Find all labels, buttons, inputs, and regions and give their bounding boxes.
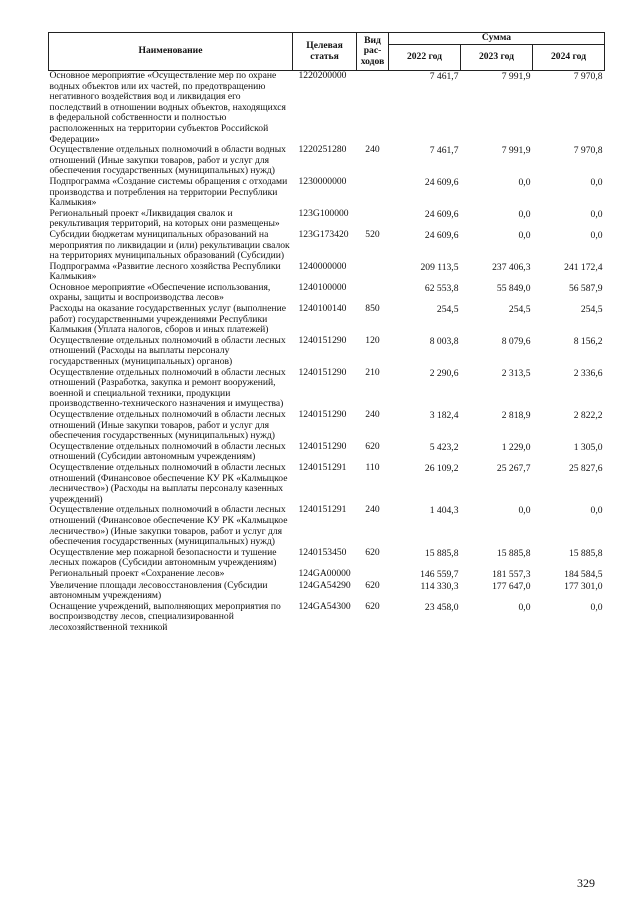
cell-vid (357, 283, 389, 304)
col-header-summa: Сумма (389, 33, 605, 45)
cell-2022: 2 290,6 (429, 367, 459, 379)
cell-2023: 237 406,3 (492, 261, 531, 273)
cell-code: 1220251280 (298, 144, 347, 156)
table-row (49, 177, 605, 209)
cell-vid: 110 (365, 461, 380, 473)
cell-2024: 0,0 (590, 208, 603, 220)
cell-2023: 8 079,6 (501, 335, 531, 347)
cell-2022: 8 003,8 (429, 335, 459, 347)
col-header-2023: 2023 год (461, 45, 533, 71)
cell-2022: 114 330,3 (420, 580, 459, 592)
cell-2024: 0,0 (590, 505, 603, 517)
cell-2022: 62 553,8 (424, 282, 459, 294)
cell-name: Осуществление мер пожарной безопасности и тушение лесных пожаров (Субсидии автономным учреждениям) (49, 546, 277, 569)
cell-vid: 240 (365, 409, 380, 420)
table-header (49, 33, 605, 71)
cell-2022: 7 461,7 (429, 71, 459, 82)
cell-2024: 8 156,2 (573, 335, 603, 347)
cell-name: Осуществление отдельных полномочий в области лесных отношений (Иные закупки товаров, работ и услуг для обеспечения государственных (муниципальных) нужд) (49, 409, 286, 442)
table-row (49, 569, 605, 581)
cell-code: 1240151290 (298, 409, 347, 420)
cell-vid: 620 (365, 600, 380, 612)
cell-2023: 2 818,9 (501, 410, 531, 421)
cell-code: 1240153450 (298, 546, 347, 558)
budget-table (48, 32, 605, 633)
cell-2024: 177 301,0 (564, 580, 603, 592)
cell-2024: 1 305,0 (573, 441, 603, 453)
col-header-name: Наименование (49, 33, 293, 71)
cell-vid: 620 (365, 546, 380, 558)
cell-vid: 240 (365, 144, 380, 156)
cell-name: Подпрограмма «Создание системы обращения с отходами производства и потребления на территории Республики Калмыкия» (49, 175, 288, 209)
cell-name: Региональный проект «Сохранение лесов» (49, 567, 225, 579)
cell-name: Подпрограмма «Развитие лесного хозяйства Республики Калмыкия» (49, 260, 281, 283)
table-row (49, 505, 605, 547)
col-header-2024: 2024 год (533, 45, 605, 71)
cell-name: Оснащение учреждений, выполняющих мероприятия по воспроизводству лесов, специализированной лесохозяйственной техникой (49, 600, 281, 633)
table-row (49, 368, 605, 410)
cell-vid (357, 262, 389, 283)
cell-name: Осуществление отдельных полномочий в области лесных отношений (Финансовое обеспечение КУ РК «Калмыцкое лесничество») (Расходы на выплаты персоналу казенных учреждений) (49, 461, 288, 505)
cell-code: 1240151290 (298, 440, 347, 452)
cell-vid: 620 (365, 440, 380, 452)
cell-2024: 7 970,8 (573, 145, 603, 157)
cell-vid: 210 (365, 366, 380, 378)
cell-2023: 181 557,3 (492, 568, 531, 580)
cell-2023: 0,0 (518, 176, 531, 188)
cell-2023: 15 885,8 (496, 547, 531, 559)
table-row (49, 283, 605, 304)
table-row (49, 548, 605, 569)
table-row (49, 336, 605, 368)
cell-2022: 24 609,6 (424, 208, 459, 220)
cell-code: 1240151290 (298, 334, 347, 346)
cell-code: 1220200000 (298, 70, 347, 81)
cell-2022: 1 404,3 (429, 505, 459, 517)
table-row (49, 145, 605, 177)
cell-code: 123G173420 (298, 228, 349, 240)
table-row (49, 71, 605, 146)
cell-2024: 25 827,6 (568, 462, 603, 474)
cell-2023: 0,0 (518, 505, 531, 517)
cell-name: Расходы на оказание государственных услуг (выполнение работ) государственными учреждениями Республики Калмыкия (Уплата налогов, сборов и иных платежей) (49, 303, 286, 336)
cell-2024: 2 336,6 (573, 367, 603, 379)
cell-vid (357, 177, 389, 209)
cell-name: Осуществление отдельных полномочий в области лесных отношений (Субсидии автономным учреждениям) (49, 440, 286, 463)
table-row (49, 230, 605, 262)
table-row (49, 209, 605, 230)
cell-vid: 520 (365, 228, 380, 240)
cell-code: 124GA00000 (298, 567, 351, 579)
cell-2022: 15 885,8 (424, 547, 459, 559)
cell-2022: 254,5 (436, 304, 459, 316)
cell-2022: 23 458,0 (424, 601, 459, 613)
table-row (49, 410, 605, 442)
cell-2022: 7 461,7 (429, 145, 459, 157)
cell-name: Осуществление отдельных полномочий в области лесных отношений (Расходы на выплаты персоналу государственных (муниципальных) органов) (49, 334, 286, 368)
cell-name: Основное мероприятие «Обеспечение использования, охраны, защиты и воспроизводства лесов» (49, 281, 271, 304)
cell-vid (357, 209, 389, 230)
col-header-code: Целевая статья (293, 33, 357, 71)
table-row (49, 463, 605, 505)
cell-2022: 5 423,2 (429, 441, 459, 453)
cell-2023: 0,0 (518, 601, 531, 613)
cell-name: Основное мероприятие «Осуществление мер по охране водных объектов или их частей, по предотвращению негативного воздействия вод и ликвидация его последствий в отношении водных объектов, находящихся в федеральной собственности и полностью расположенных на территории субъектов Российской Федерации» (49, 70, 286, 145)
cell-2024: 184 584,5 (564, 568, 603, 580)
cell-vid: 850 (365, 303, 380, 315)
cell-2024: 241 172,4 (564, 261, 603, 273)
cell-code: 1240000000 (298, 260, 347, 272)
table-row (49, 304, 605, 336)
cell-2023: 7 991,9 (501, 71, 531, 82)
col-header-2022: 2022 год (389, 45, 461, 71)
cell-name: Увеличение площади лесовосстановления (Субсидии автономным учреждениям) (49, 579, 268, 602)
cell-vid: 120 (365, 334, 380, 346)
cell-2024: 7 970,8 (573, 71, 603, 82)
cell-name: Осуществление отдельных полномочий в области лесных отношений (Разработка, закупка и ремонт вооружений, военной и специальной техники, продукции производственно-технического назначения и имущества) (49, 366, 286, 410)
cell-name: Осуществление отдельных полномочий в области водных отношений (Иные закупки товаров, работ и услуг для обеспечения государственных (муниципальных) нужд) (49, 144, 286, 177)
table-row (49, 262, 605, 283)
cell-2023: 0,0 (518, 208, 531, 220)
table-row (49, 442, 605, 463)
table-row (49, 581, 605, 602)
cell-name: Субсидии бюджетам муниципальных образований на мероприятия по ликвидации и (или) рекультивации свалок на территориях муниципальных образований (Субсидии) (49, 228, 290, 262)
cell-2024: 254,5 (580, 304, 603, 316)
cell-code: 1240100140 (298, 303, 347, 315)
cell-2023: 254,5 (508, 304, 531, 316)
cell-2024: 0,0 (590, 229, 603, 241)
cell-2024: 2 822,2 (573, 410, 603, 421)
cell-2024: 0,0 (590, 601, 603, 613)
cell-2024: 56 587,9 (568, 282, 603, 294)
cell-code: 1230000000 (298, 175, 347, 187)
cell-2023: 2 313,5 (501, 367, 531, 379)
cell-code: 1240100000 (298, 281, 347, 293)
cell-code: 123G100000 (298, 207, 349, 219)
cell-code: 124GA54300 (298, 600, 351, 612)
cell-code: 124GA54290 (298, 579, 351, 591)
cell-vid (357, 71, 389, 146)
cell-2023: 7 991,9 (501, 145, 531, 157)
cell-2024: 15 885,8 (568, 547, 603, 559)
cell-name: Осуществление отдельных полномочий в области лесных отношений (Финансовое обеспечение КУ РК «Калмыцкое лесничество») (Иные закупки товаров, работ и услуг для обеспечения государственных (муниципальных) нужд) (49, 504, 288, 548)
cell-2023: 1 229,0 (501, 441, 531, 453)
cell-2023: 25 267,7 (496, 462, 531, 474)
cell-2022: 209 113,5 (420, 261, 459, 273)
cell-code: 1240151291 (298, 504, 347, 516)
cell-vid (357, 569, 389, 581)
cell-2022: 146 559,7 (420, 568, 459, 580)
cell-2024: 0,0 (590, 176, 603, 188)
cell-2022: 24 609,6 (424, 229, 459, 241)
cell-2022: 26 109,2 (424, 462, 459, 474)
cell-2023: 55 849,0 (496, 282, 531, 294)
col-header-vid: Вид рас-ходов (357, 33, 389, 71)
cell-code: 1240151291 (298, 461, 347, 473)
table-row (49, 602, 605, 634)
cell-vid: 620 (365, 579, 380, 591)
cell-2023: 0,0 (518, 229, 531, 241)
cell-vid: 240 (365, 504, 380, 516)
table-body (49, 71, 605, 634)
cell-name: Региональный проект «Ликвидация свалок и рекультивация территорий, на которых они размещены» (49, 207, 280, 230)
page-number: 329 (577, 876, 595, 890)
cell-code: 1240151290 (298, 366, 347, 378)
cell-2022: 24 609,6 (424, 176, 459, 188)
cell-2022: 3 182,4 (429, 410, 459, 421)
cell-2023: 177 647,0 (492, 580, 531, 592)
